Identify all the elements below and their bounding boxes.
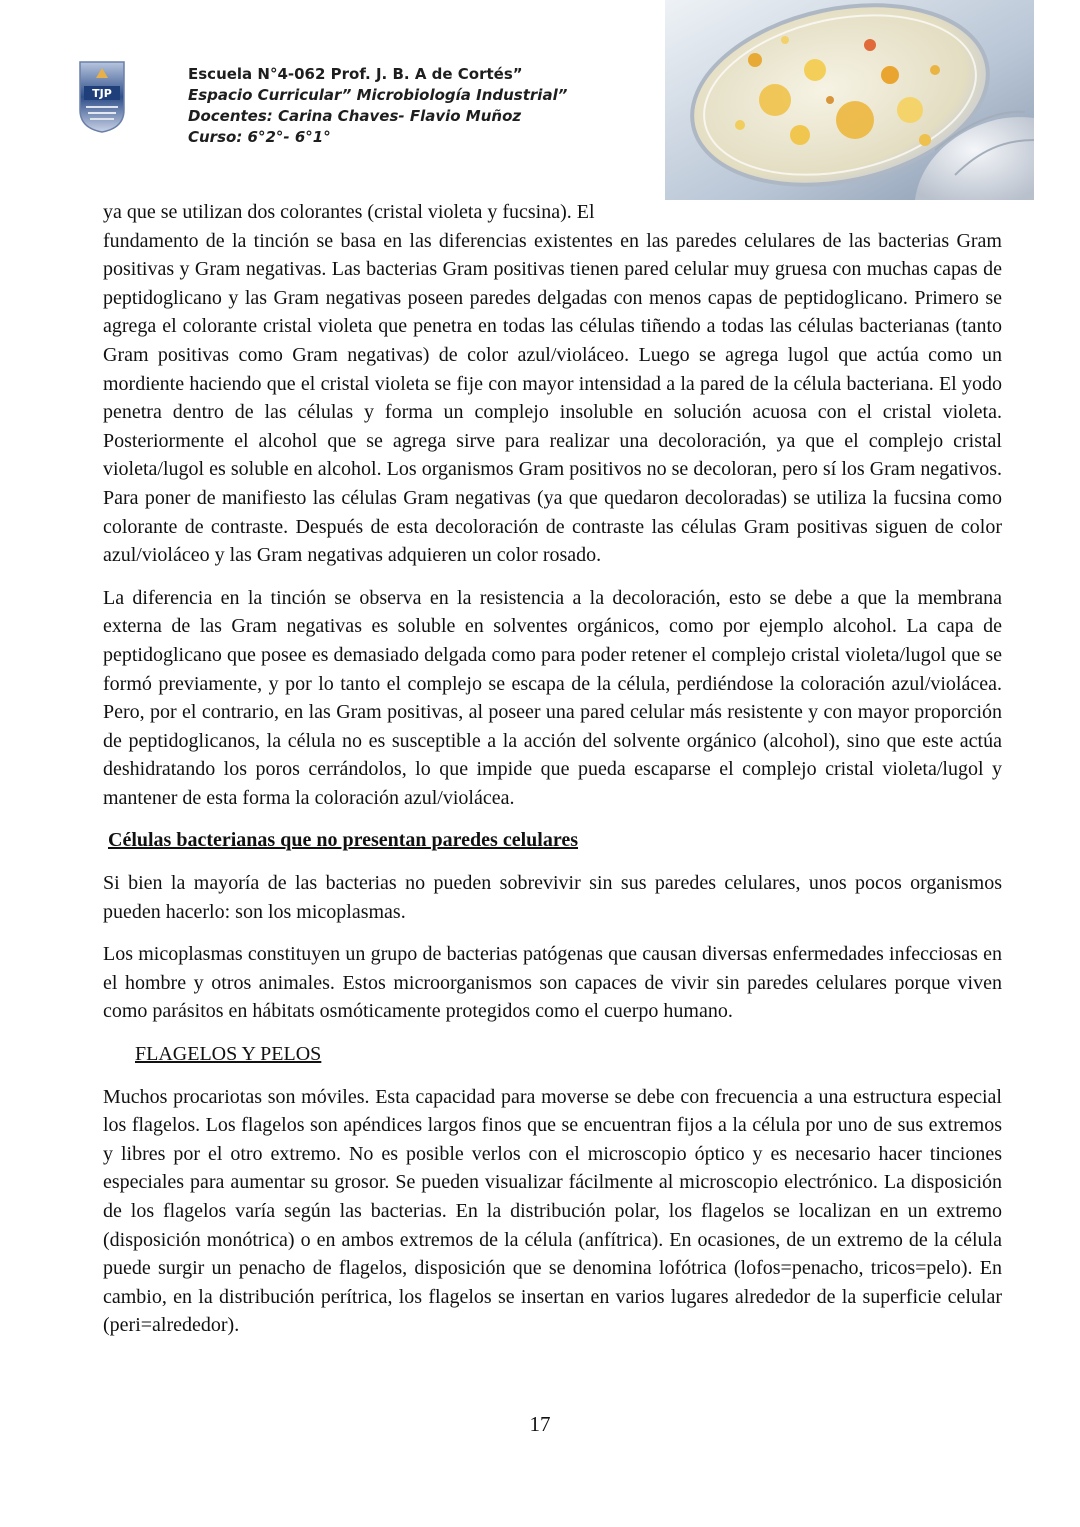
school-logo — [76, 58, 128, 134]
paragraph-first-line: ya que se utilizan dos colorantes (cristal violeta y fucsina). El — [103, 201, 595, 223]
document-header — [188, 64, 567, 148]
logo-text: TJP — [92, 87, 112, 100]
paragraph-mycoplasma-intro: Si bien la mayoría de las bacterias no pueden sobrevivir sin sus paredes celulares, unos pocos organismos pueden hacerlo: son los micoplasmas. — [103, 872, 1002, 923]
paragraph-gram-stain — [103, 198, 1002, 570]
paragraph-mycoplasma: Los micoplasmas constituyen un grupo de bacterias patógenas que causan diversas enfermedades infecciosas en el hombre y otros animales. Estos microorganismos son capaces de vivir sin paredes celulares porque viven como parásitos en hábitats osmóticamente protegidos como el cuerpo humano. — [103, 943, 1002, 1023]
subject-name: Espacio Curricular” Microbiología Industrial” — [188, 86, 568, 104]
paragraph-gram-stain-text: fundamento de la tinción se basa en las diferencias existentes en las paredes celulares de las bacterias Gram positivas y Gram negativas. Las bacterias Gram positivas tienen pared celular muy gruesa con muchas capas de peptidoglicano y las Gram negativas poseen paredes delgadas con menos capas de peptidoglicano. Primero se agrega el colorante cristal violeta que penetra en todas las células tiñendo a todas las células bacterianas (tanto Gram positivas como Gram negativas) de color azul/violáceo. Luego se agrega lugol que actúa como un mordiente haciendo que el cristal violeta se fije con mayor intensidad a la pared de la célula bacteriana. El yodo penetra dentro de las células y forma un complejo insoluble en solución acuosa con el cristal violeta. Posteriormente el alcohol que se agrega sirve para realizar una decoloración, ya que el complejo cristal violeta/lugol es soluble en alcohol. Los organismos Gram positivos no se decoloran, pero sí los Gram negativos. Para poner de manifiesto las células Gram negativas (ya que quedaron decoloradas) se utiliza la fucsina como colorante de contraste. Después de esta decoloración de contraste las células Gram positivas siguen de color azul/violáceo y las Gram negativas adquieren un color rosado. — [103, 229, 1002, 567]
course-line: Curso: 6°2°- 6°1° — [188, 128, 331, 146]
page-number: 17 — [529, 1412, 551, 1436]
paragraph-stain-difference: La diferencia en la tinción se observa en la resistencia a la decoloración, esto se debe a que la membrana externa de las Gram negativas es soluble en solventes orgánicos, como por ejemplo alcohol. La capa de peptidoglicano que posee es demasiado delgada como para poder retener el complejo cristal violeta/lugol que se formó previamente, y por lo tanto el complejo se escapa de la célula, perdiéndose la coloración azul/violácea. Pero, por el contrario, en las Gram positivas, al poseer una pared celular más resistente y con mayor proporción de peptidoglicanos, la célula no es susceptible a la acción del solvente orgánico (alcohol), sino que este actúa deshidratando los poros cerrándolos, lo que impide que pueda escaparse el complejo cristal violeta/lugol y mantener de esta forma la coloración azul/violácea. — [103, 586, 1002, 809]
paragraph-flagella: Muchos procariotas son móviles. Esta capacidad para moverse se debe con frecuencia a una estructura especial los flagelos. Los flagelos son apéndices largos finos que se encuentran fijos a la célula por uno de sus extremos y libres por el otro extremo. No es posible verlos con el microscopio óptico y es necesario hacer tinciones especiales para aumentar su grosor. Se pueden visualizar fácilmente al microscopio electrónico. La disposición de los flagelos varía según las bacterias. En la distribución polar, los flagelos se localizan en un extremo (disposición monótrica) o en ambos extremos de la célula (anfítrica). En ocasiones, de un extremo de la célula puede surgir un penacho de flagelos, disposición que se denomina lofótrica (lofos=penacho, tricos=pelo). En cambio, en la distribución perítrica, los flagelos se insertan en varios lugares alrededor de la superficie celular (peri=alrededor). — [103, 1085, 1002, 1337]
teachers-line: Docentes: Carina Chaves- Flavio Muñoz — [188, 107, 522, 125]
section-heading-no-wall: Células bacterianas que no presentan paredes celulares — [108, 829, 579, 852]
section-heading-flagella: FLAGELOS Y PELOS — [135, 1043, 322, 1066]
petri-dish-photo — [665, 0, 1034, 200]
school-name: Escuela N°4-062 Prof. J. B. A de Cortés” — [188, 65, 523, 83]
body-text — [103, 198, 1002, 1340]
